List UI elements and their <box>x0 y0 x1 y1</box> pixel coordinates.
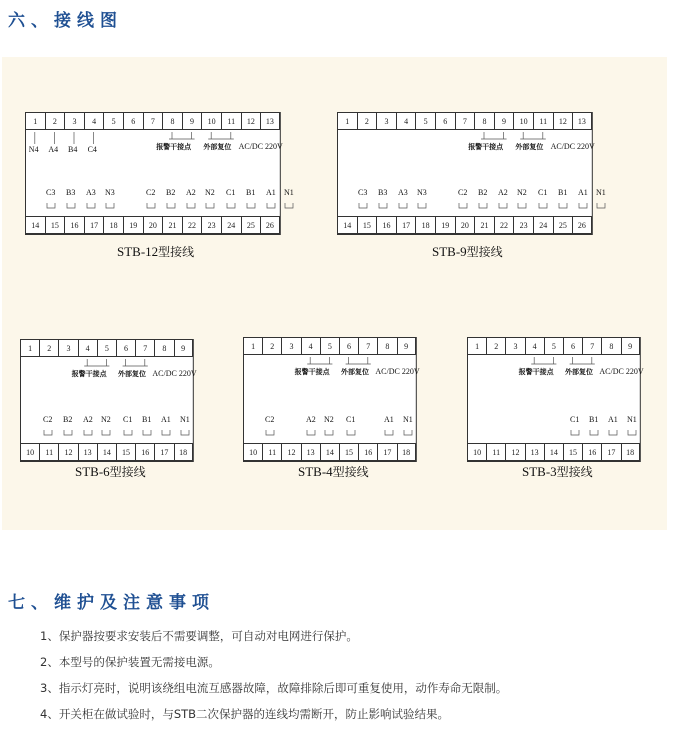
phase-label: B2 <box>478 188 488 197</box>
terminal: 4 <box>84 112 104 130</box>
power-label: AC/DC 220V <box>550 142 595 151</box>
terminal: 13 <box>78 443 97 461</box>
phase-label: B2 <box>63 415 73 424</box>
phase-label: C2 <box>43 415 53 424</box>
terminal: 15 <box>45 216 65 234</box>
terminal: 17 <box>601 443 620 461</box>
terminal: 8 <box>154 339 173 357</box>
terminal: 26 <box>572 216 592 234</box>
terminal: 14 <box>337 216 357 234</box>
diagram-caption <box>117 243 194 260</box>
terminal: 9 <box>621 337 640 355</box>
external-reset-label: 外部复位 <box>341 368 369 376</box>
phase-label: N2 <box>324 415 334 424</box>
terminal: 15 <box>116 443 135 461</box>
terminal: 13 <box>572 112 592 130</box>
diagram-caption <box>75 463 146 480</box>
terminal: 13 <box>525 443 544 461</box>
phase-label: B1 <box>589 415 599 424</box>
phase-label: N1 <box>403 415 413 424</box>
terminal: 13 <box>260 112 280 130</box>
phase-label: N1 <box>284 188 294 197</box>
bottom-terminal-row <box>25 216 280 234</box>
terminal: 3 <box>376 112 396 130</box>
alarm-contact-label: 报警干接点 <box>294 368 330 376</box>
phase-label: C1 <box>570 415 580 424</box>
terminal: 8 <box>377 337 396 355</box>
power-label: AC/DC 220V <box>238 142 283 151</box>
section-6-title: 六、接线图 <box>8 11 123 31</box>
external-reset-label: 外部复位 <box>118 370 146 378</box>
phase-label: B3 <box>66 188 76 197</box>
terminal: 16 <box>358 443 377 461</box>
terminal: 17 <box>154 443 173 461</box>
terminal: 13 <box>301 443 320 461</box>
terminal: 8 <box>474 112 494 130</box>
phase-label: C1 <box>123 415 133 424</box>
terminal: 3 <box>58 339 77 357</box>
external-reset-label: 外部复位 <box>203 143 232 151</box>
terminal: 6 <box>123 112 143 130</box>
terminal: 20 <box>143 216 163 234</box>
terminal: 21 <box>474 216 494 234</box>
terminal: 11 <box>39 443 58 461</box>
terminal: 23 <box>513 216 533 234</box>
terminal: 21 <box>162 216 182 234</box>
bottom-terminal-row <box>337 216 592 234</box>
phase-label: A3 <box>86 188 96 197</box>
terminal: 15 <box>339 443 358 461</box>
terminal: 7 <box>358 337 377 355</box>
terminal: 19 <box>123 216 143 234</box>
terminal: 2 <box>357 112 377 130</box>
power-label: AC/DC 220V <box>599 367 644 376</box>
caption-suffix: 型接线 <box>332 465 369 479</box>
phase-label: B1 <box>142 415 152 424</box>
terminal: 5 <box>544 337 563 355</box>
terminal: 5 <box>97 339 116 357</box>
terminal: 4 <box>396 112 416 130</box>
terminal: 1 <box>25 112 45 130</box>
terminal: 1 <box>467 337 486 355</box>
note-item: 2、本型号的保护装置无需接电源。 <box>40 655 220 669</box>
phase-label: B3 <box>378 188 388 197</box>
terminal: 9 <box>174 339 193 357</box>
terminal: 19 <box>435 216 455 234</box>
phase-label: A4 <box>48 145 59 154</box>
terminal: 11 <box>533 112 553 130</box>
terminal: 6 <box>435 112 455 130</box>
phase-label: N4 <box>28 145 39 154</box>
terminal: 14 <box>97 443 116 461</box>
terminal: 18 <box>174 443 193 461</box>
phase-label: A2 <box>306 415 316 424</box>
phase-label: A1 <box>266 188 276 197</box>
terminal: 7 <box>135 339 154 357</box>
terminal: 25 <box>553 216 573 234</box>
note-item: 1、保护器按要求安装后不需要调整，可自动对电网进行保护。 <box>40 629 358 643</box>
phase-label: N1 <box>180 415 190 424</box>
phase-label: C4 <box>87 145 97 154</box>
model-name: STB-3 <box>522 464 557 479</box>
terminal: 22 <box>182 216 202 234</box>
terminal: 14 <box>320 443 339 461</box>
terminal: 3 <box>281 337 300 355</box>
terminal: 6 <box>563 337 582 355</box>
phase-label: B1 <box>558 188 568 197</box>
phase-label: A1 <box>384 415 394 424</box>
terminal: 1 <box>243 337 262 355</box>
terminal: 10 <box>20 443 39 461</box>
phase-label: C1 <box>538 188 548 197</box>
model-name: STB-9 <box>432 244 467 259</box>
bottom-terminal-row <box>20 443 193 461</box>
power-label: AC/DC 220V <box>375 367 420 376</box>
terminal: 15 <box>357 216 377 234</box>
terminal: 5 <box>103 112 123 130</box>
terminal: 10 <box>243 443 262 461</box>
section-7-title: 七、维护及注意事项 <box>8 593 215 613</box>
terminal: 3 <box>505 337 524 355</box>
terminal: 10 <box>467 443 486 461</box>
diagram-caption <box>432 243 503 260</box>
top-terminal-row <box>20 339 193 357</box>
terminal: 12 <box>505 443 524 461</box>
phase-label: C3 <box>46 188 56 197</box>
bottom-terminal-row <box>467 443 640 461</box>
terminal: 4 <box>78 339 97 357</box>
terminal: 9 <box>397 337 416 355</box>
alarm-contact-label: 报警干接点 <box>71 370 107 378</box>
terminal: 18 <box>621 443 640 461</box>
terminal: 2 <box>39 339 58 357</box>
caption-suffix: 型接线 <box>556 465 593 479</box>
top-terminal-row <box>243 337 416 355</box>
caption-suffix: 型接线 <box>109 465 146 479</box>
model-name: STB-4 <box>298 464 333 479</box>
phase-label: B1 <box>246 188 256 197</box>
diagram-caption <box>298 463 369 480</box>
terminal: 9 <box>182 112 202 130</box>
terminal: 18 <box>415 216 435 234</box>
model-name: STB-12 <box>117 244 159 259</box>
terminal: 18 <box>397 443 416 461</box>
top-terminal-row <box>25 112 280 130</box>
terminal: 11 <box>486 443 505 461</box>
phase-label: B2 <box>166 188 176 197</box>
terminal: 12 <box>241 112 261 130</box>
caption-suffix: 型接线 <box>158 245 195 259</box>
phase-label: C2 <box>458 188 468 197</box>
phase-label: N3 <box>417 188 427 197</box>
terminal: 17 <box>396 216 416 234</box>
terminal: 17 <box>84 216 104 234</box>
phase-label: N2 <box>101 415 111 424</box>
terminal: 10 <box>201 112 221 130</box>
terminal: 6 <box>116 339 135 357</box>
phase-label: A2 <box>83 415 93 424</box>
phase-label: A2 <box>498 188 508 197</box>
alarm-contact-label: 报警干接点 <box>468 143 504 151</box>
top-terminal-row <box>337 112 592 130</box>
terminal: 1 <box>337 112 357 130</box>
terminal: 14 <box>25 216 45 234</box>
terminal: 25 <box>241 216 261 234</box>
terminal: 16 <box>376 216 396 234</box>
terminal: 16 <box>135 443 154 461</box>
terminal: 6 <box>339 337 358 355</box>
terminal: 7 <box>582 337 601 355</box>
phase-label: A1 <box>161 415 171 424</box>
diagram-caption <box>522 463 593 480</box>
phase-label: N1 <box>596 188 606 197</box>
terminal: 10 <box>513 112 533 130</box>
phase-label: N1 <box>627 415 637 424</box>
phase-label: A2 <box>186 188 196 197</box>
phase-label: C1 <box>226 188 236 197</box>
terminal: 8 <box>601 337 620 355</box>
phase-label: A3 <box>398 188 408 197</box>
terminal: 24 <box>221 216 241 234</box>
terminal: 11 <box>262 443 281 461</box>
terminal: 16 <box>64 216 84 234</box>
terminal: 22 <box>494 216 514 234</box>
terminal: 26 <box>260 216 280 234</box>
terminal: 15 <box>563 443 582 461</box>
phase-label: N2 <box>517 188 527 197</box>
terminal: 11 <box>221 112 241 130</box>
terminal: 23 <box>201 216 221 234</box>
terminal: 17 <box>377 443 396 461</box>
external-reset-label: 外部复位 <box>515 143 544 151</box>
bottom-terminal-row <box>243 443 416 461</box>
terminal: 2 <box>262 337 281 355</box>
terminal: 5 <box>415 112 435 130</box>
terminal: 7 <box>143 112 163 130</box>
terminal: 12 <box>553 112 573 130</box>
model-name: STB-6 <box>75 464 110 479</box>
terminal: 24 <box>533 216 553 234</box>
terminal: 7 <box>455 112 475 130</box>
terminal: 12 <box>281 443 300 461</box>
phase-label: A1 <box>608 415 618 424</box>
caption-suffix: 型接线 <box>466 245 503 259</box>
terminal: 3 <box>64 112 84 130</box>
phase-label: C1 <box>346 415 356 424</box>
external-reset-label: 外部复位 <box>565 368 593 376</box>
phase-label: C2 <box>146 188 156 197</box>
top-terminal-row <box>467 337 640 355</box>
alarm-contact-label: 报警干接点 <box>156 143 192 151</box>
terminal: 9 <box>494 112 514 130</box>
terminal: 14 <box>544 443 563 461</box>
phase-label: C3 <box>358 188 368 197</box>
terminal: 8 <box>162 112 182 130</box>
terminal: 4 <box>301 337 320 355</box>
note-item: 4、开关柜在做试验时，与STB二次保护器的连线均需断开，防止影响试验结果。 <box>40 707 450 721</box>
terminal: 1 <box>20 339 39 357</box>
phase-label: A1 <box>578 188 588 197</box>
terminal: 18 <box>103 216 123 234</box>
phase-label: C2 <box>265 415 275 424</box>
phase-label: B4 <box>68 145 78 154</box>
terminal: 2 <box>486 337 505 355</box>
power-label: AC/DC 220V <box>152 369 197 378</box>
terminal: 20 <box>455 216 475 234</box>
terminal: 5 <box>320 337 339 355</box>
terminal: 16 <box>582 443 601 461</box>
alarm-contact-label: 报警干接点 <box>518 368 554 376</box>
phase-label: N2 <box>205 188 215 197</box>
note-item: 3、指示灯亮时，说明该绕组电流互感器故障，故障排除后即可重复使用，动作寿命无限制。 <box>40 681 508 695</box>
terminal: 4 <box>525 337 544 355</box>
terminal: 12 <box>58 443 77 461</box>
maintenance-notes <box>40 623 507 727</box>
phase-label: N3 <box>105 188 115 197</box>
terminal: 2 <box>45 112 65 130</box>
